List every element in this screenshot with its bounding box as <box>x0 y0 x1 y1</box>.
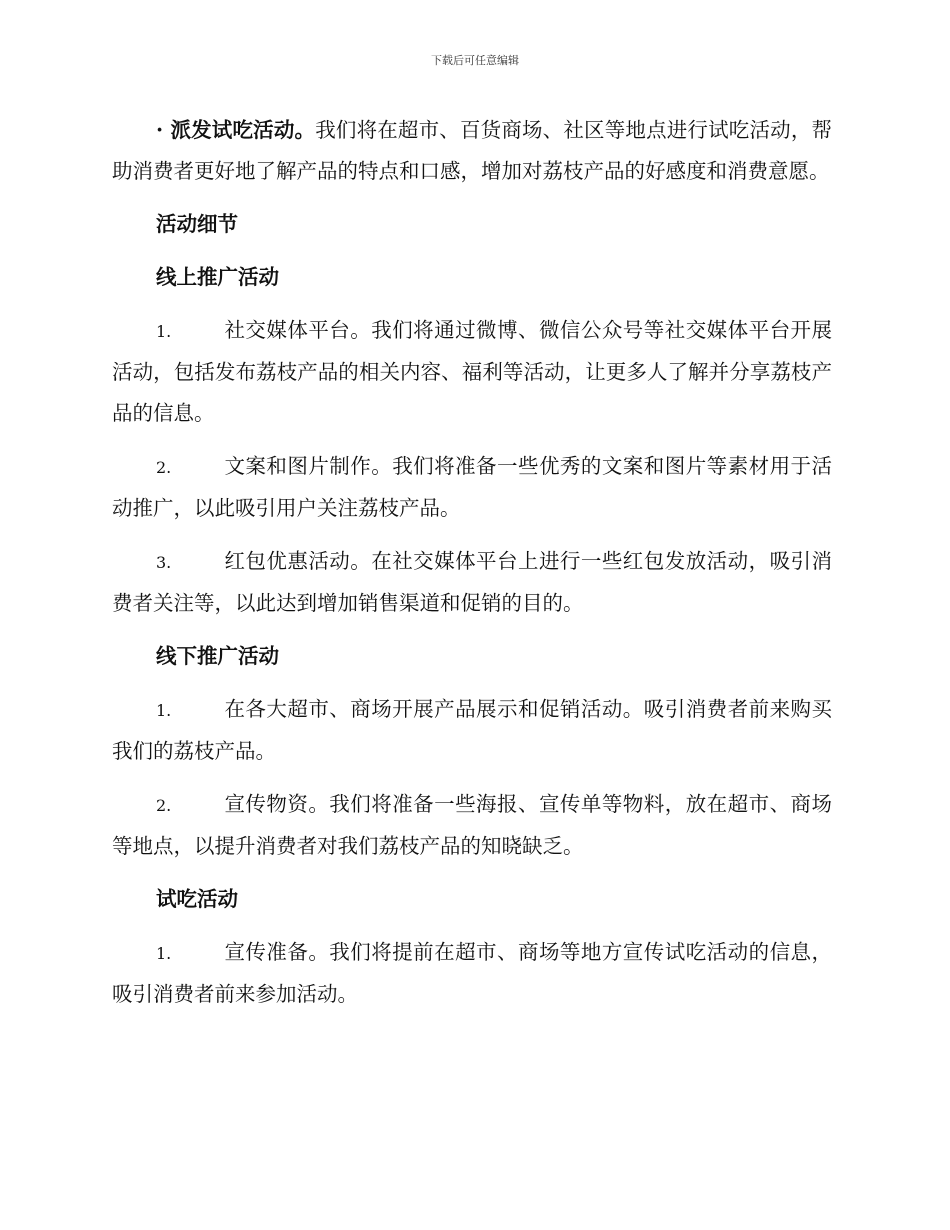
item-number: 1. <box>156 701 172 720</box>
tasting-item-1 <box>112 932 832 1015</box>
offline-heading: 线下推广活动 <box>156 644 279 668</box>
section-title: 活动细节 <box>156 212 238 236</box>
document-body <box>112 110 832 1027</box>
item-text: 宣传物资。我们将准备一些海报、宣传单等物料，放在超市、商场等地点，以提升消费者对我们荔枝产品的知晓缺乏。 <box>112 792 832 858</box>
online-heading: 线上推广活动 <box>156 265 279 289</box>
online-item-3 <box>112 541 832 624</box>
page-header: 下载后可任意编辑 <box>431 54 519 67</box>
offline-item-1 <box>112 689 832 772</box>
offline-item-2 <box>112 784 832 867</box>
item-text: 文案和图片制作。我们将准备一些优秀的文案和图片等素材用于活动推广，以此吸引用户关注荔枝产品。 <box>112 454 832 520</box>
item-number: 1. <box>156 944 172 963</box>
item-number: 2. <box>156 796 172 815</box>
item-text: 社交媒体平台。我们将通过微博、微信公众号等社交媒体平台开展活动，包括发布荔枝产品的相关内容、福利等活动，让更多人了解并分享荔枝产品的信息。 <box>112 318 832 425</box>
item-text: 红包优惠活动。在社交媒体平台上进行一些红包发放活动，吸引消费者关注等，以此达到增加销售渠道和促销的目的。 <box>112 549 832 615</box>
intro-bold-lead: · 派发试吃活动。 <box>156 118 316 142</box>
item-number: 3. <box>156 553 172 572</box>
intro-paragraph <box>112 110 832 192</box>
item-number: 2. <box>156 458 172 477</box>
tasting-heading: 试吃活动 <box>156 887 238 911</box>
online-item-2 <box>112 446 832 529</box>
item-number: 1. <box>156 322 172 341</box>
intro-text: 我们将在超市、百货商场、社区等地点进行试吃活动，帮助消费者更好地了解产品的特点和口感，增加对荔枝产品的好感度和消费意愿。 <box>112 118 833 183</box>
item-text: 宣传准备。我们将提前在超市、商场等地方宣传试吃活动的信息，吸引消费者前来参加活动。 <box>112 940 832 1006</box>
online-item-1 <box>112 310 832 434</box>
item-text: 在各大超市、商场开展产品展示和促销活动。吸引消费者前来购买我们的荔枝产品。 <box>112 697 832 763</box>
